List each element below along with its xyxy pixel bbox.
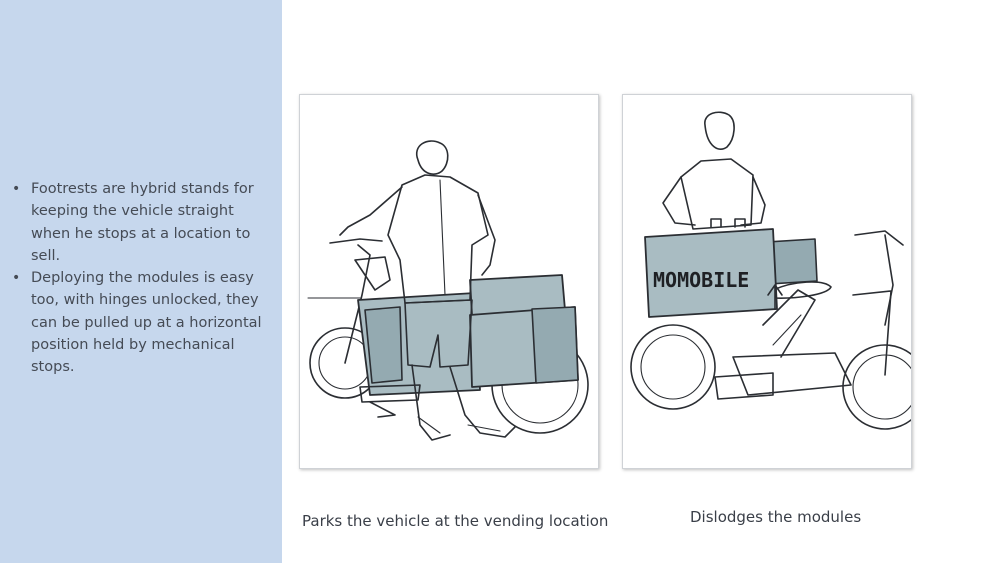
caption-parking: Parks the vehicle at the vending location xyxy=(302,512,609,530)
caption-dislodge: Dislodges the modules xyxy=(690,508,862,526)
parking-sketch xyxy=(300,95,598,468)
bullet-item-modules: • Deploying the modules is easy too, with hinges unlocked, they can be pulled up at a horizontal position held by mechanical stops. xyxy=(10,267,272,378)
sketch-parking-illustration xyxy=(299,94,599,469)
dislodge-sketch xyxy=(623,95,911,468)
sketch-dislodge-illustration xyxy=(622,94,912,469)
sign-text: MOMOBILE xyxy=(653,268,750,292)
sidebar-panel xyxy=(0,0,282,563)
bullet-list xyxy=(10,178,272,379)
bullet-item-footrests: • Footrests are hybrid stands for keeping the vehicle straight when he stops at a location to sell. xyxy=(10,178,272,267)
